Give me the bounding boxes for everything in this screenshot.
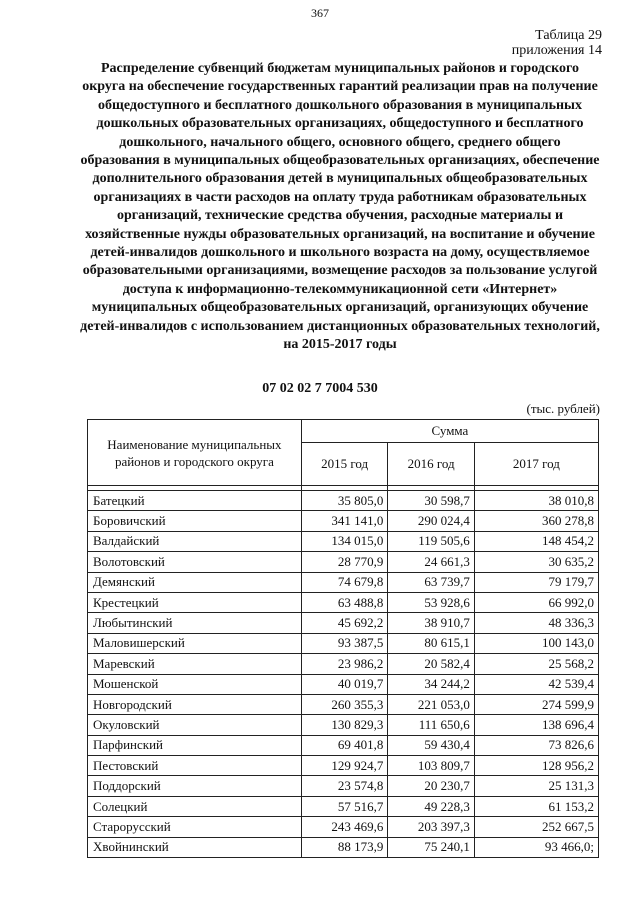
amount-2015-cell: 243 469,6 <box>301 817 387 837</box>
amount-2017-cell: 93 466,0; <box>474 837 598 857</box>
amount-2017-cell: 48 336,3 <box>474 613 598 633</box>
amount-2015-cell: 93 387,5 <box>301 633 387 653</box>
amount-2015-cell: 28 770,9 <box>301 552 387 572</box>
table-row <box>88 796 599 816</box>
table-row <box>88 756 599 776</box>
amount-2017-cell: 360 278,8 <box>474 511 598 531</box>
district-name-cell: Маловишерский <box>88 633 302 653</box>
amount-2017-cell: 73 826,6 <box>474 735 598 755</box>
amount-2016-cell: 290 024,4 <box>388 511 474 531</box>
district-name-cell: Парфинский <box>88 735 302 755</box>
amount-2016-cell: 49 228,3 <box>388 796 474 816</box>
amount-2016-cell: 34 244,2 <box>388 674 474 694</box>
amount-2016-cell: 103 809,7 <box>388 756 474 776</box>
amount-2017-cell: 61 153,2 <box>474 796 598 816</box>
page-number: 367 <box>311 6 329 20</box>
amount-2017-cell: 138 696,4 <box>474 715 598 735</box>
table-row <box>88 694 599 714</box>
district-name-cell: Новгородский <box>88 694 302 714</box>
amount-2015-cell: 129 924,7 <box>301 756 387 776</box>
table-row <box>88 572 599 592</box>
header-year-2016: 2016 год <box>388 443 474 486</box>
amount-2015-cell: 40 019,7 <box>301 674 387 694</box>
district-name-cell: Боровичский <box>88 511 302 531</box>
district-name-cell: Хвойнинский <box>88 837 302 857</box>
district-name-cell: Старорусский <box>88 817 302 837</box>
district-name-cell: Солецкий <box>88 796 302 816</box>
amount-2017-cell: 38 010,8 <box>474 491 598 511</box>
amount-2015-cell: 134 015,0 <box>301 531 387 551</box>
district-name-cell: Любытинский <box>88 613 302 633</box>
amount-2016-cell: 63 739,7 <box>388 572 474 592</box>
table-body <box>88 486 599 858</box>
district-name-cell: Пестовский <box>88 756 302 776</box>
table-row <box>88 776 599 796</box>
units-label: (тыс. рублей) <box>526 401 600 416</box>
amount-2017-cell: 252 667,5 <box>474 817 598 837</box>
header-district-name: Наименование муниципальных районов и городского округа <box>88 420 302 486</box>
amount-2017-cell: 25 568,2 <box>474 654 598 674</box>
table-row <box>88 633 599 653</box>
amount-2016-cell: 75 240,1 <box>388 837 474 857</box>
amount-2015-cell: 23 986,2 <box>301 654 387 674</box>
district-name-cell: Волотовский <box>88 552 302 572</box>
amount-2016-cell: 119 505,6 <box>388 531 474 551</box>
amount-2015-cell: 23 574,8 <box>301 776 387 796</box>
amount-2015-cell: 63 488,8 <box>301 592 387 612</box>
amount-2016-cell: 30 598,7 <box>388 491 474 511</box>
amount-2016-cell: 20 582,4 <box>388 654 474 674</box>
amount-2015-cell: 88 173,9 <box>301 837 387 857</box>
amount-2015-cell: 35 805,0 <box>301 491 387 511</box>
amount-2017-cell: 79 179,7 <box>474 572 598 592</box>
header-year-2017: 2017 год <box>474 443 598 486</box>
table-row <box>88 715 599 735</box>
amount-2015-cell: 260 355,3 <box>301 694 387 714</box>
amount-2016-cell: 221 053,0 <box>388 694 474 714</box>
header-sum: Сумма <box>301 420 598 443</box>
amount-2016-cell: 203 397,3 <box>388 817 474 837</box>
amount-2017-cell: 66 992,0 <box>474 592 598 612</box>
amount-2015-cell: 341 141,0 <box>301 511 387 531</box>
amount-2015-cell: 130 829,3 <box>301 715 387 735</box>
table-label <box>512 28 602 58</box>
amount-2016-cell: 111 650,6 <box>388 715 474 735</box>
subvention-table <box>87 419 599 858</box>
table-row <box>88 613 599 633</box>
district-name-cell: Валдайский <box>88 531 302 551</box>
table-label-appendix: приложения 14 <box>511 43 602 58</box>
amount-2017-cell: 42 539,4 <box>474 674 598 694</box>
amount-2017-cell: 274 599,9 <box>474 694 598 714</box>
table-row <box>88 674 599 694</box>
budget-code: 07 02 02 7 7004 530 <box>262 381 378 396</box>
amount-2016-cell: 53 928,6 <box>388 592 474 612</box>
district-name-cell: Крестецкий <box>88 592 302 612</box>
table-row <box>88 817 599 837</box>
table-row <box>88 511 599 531</box>
table-row <box>88 654 599 674</box>
amount-2015-cell: 45 692,2 <box>301 613 387 633</box>
table-row <box>88 837 599 857</box>
header-year-2015: 2015 год <box>301 443 387 486</box>
district-name-cell: Окуловский <box>88 715 302 735</box>
table-row <box>88 531 599 551</box>
amount-2017-cell: 128 956,2 <box>474 756 598 776</box>
district-name-cell: Мошенской <box>88 674 302 694</box>
document-title: Распределение субвенций бюджетам муниципальных районов и городского округа на обеспечение государственных гарантий реализации прав на получение общедоступного и бесплатного дошкольного образования в муниципальных дошкольных образовательных организациях, общедоступного и бесплатного дошкольного, начального общего, основного общего, среднего общего образования в муниципальных общеобразовательных организациях, обеспечение дополнительного образования детей в муниципальных общеобразовательных организациях в части расходов на оплату труда работникам образовательных организаций, технические средства обучения, расходные материалы и хозяйственные нужды образовательных организаций, на воспитание и обучение детей-инвалидов дошкольного и школьного возраста на дому, осуществляемое образовательными организациями, возмещение расходов за пользование услугой доступа к информационно-телекоммуникационной сети «Интернет» муниципальных общеобразовательных организаций, организующих обучение детей-инвалидов с использованием дистанционных образовательных технологий, на 2015-2017 годы <box>80 61 600 353</box>
amount-2016-cell: 24 661,3 <box>388 552 474 572</box>
amount-2015-cell: 69 401,8 <box>301 735 387 755</box>
amount-2017-cell: 25 131,3 <box>474 776 598 796</box>
table-row <box>88 552 599 572</box>
district-name-cell: Маревский <box>88 654 302 674</box>
table-row <box>88 592 599 612</box>
amount-2015-cell: 57 516,7 <box>301 796 387 816</box>
amount-2017-cell: 100 143,0 <box>474 633 598 653</box>
district-name-cell: Батецкий <box>88 491 302 511</box>
amount-2016-cell: 59 430,4 <box>388 735 474 755</box>
table-row <box>88 491 599 511</box>
amount-2016-cell: 80 615,1 <box>388 633 474 653</box>
district-name-cell: Поддорский <box>88 776 302 796</box>
amount-2017-cell: 148 454,2 <box>474 531 598 551</box>
amount-2017-cell: 30 635,2 <box>474 552 598 572</box>
table-row <box>88 735 599 755</box>
district-name-cell: Демянский <box>88 572 302 592</box>
amount-2015-cell: 74 679,8 <box>301 572 387 592</box>
amount-2016-cell: 38 910,7 <box>388 613 474 633</box>
amount-2016-cell: 20 230,7 <box>388 776 474 796</box>
table-label-number: Таблица 29 <box>535 28 602 43</box>
